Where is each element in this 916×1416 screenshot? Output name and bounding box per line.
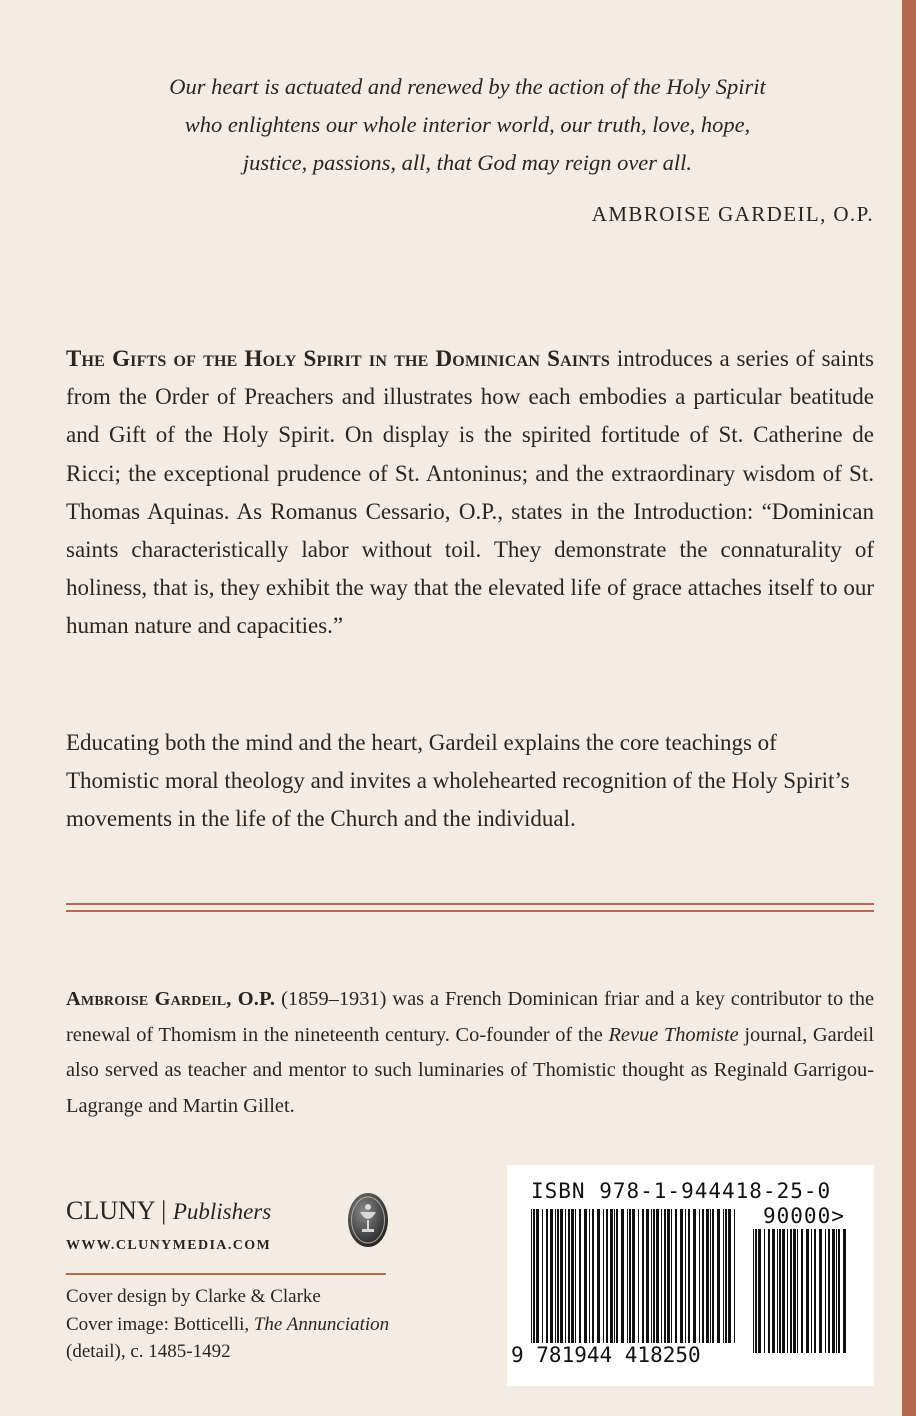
isbn-text: ISBN 978-1-944418-25-0 [531, 1179, 832, 1203]
barcode-bar [542, 1209, 543, 1343]
barcode-bar [531, 1209, 532, 1359]
barcode-bar [606, 1209, 608, 1343]
barcode-bar [801, 1229, 803, 1353]
barcode-bar [838, 1229, 840, 1353]
credits-rule [66, 1273, 386, 1275]
barcode-box [507, 1165, 874, 1386]
bio-text-end: journal, Gardeil also served as teacher and mentor to such luminaries of Thomistic thought as Reginald Garrigou-Lagrange and Martin Gillet. [66, 1023, 875, 1117]
divider-rule-bottom [66, 910, 874, 912]
barcode-bar [702, 1209, 704, 1343]
divider-rule-top [66, 903, 874, 905]
publisher-url[interactable]: WWW.CLUNYMEDIA.COM [66, 1238, 272, 1253]
barcode-bar [579, 1209, 581, 1343]
credit-image [66, 1311, 466, 1339]
barcode-bar [667, 1209, 670, 1343]
description-paragraph-1 [66, 340, 874, 646]
author-name: Ambroise Gardeil, O.P. [66, 988, 276, 1010]
chalice-seal-icon [347, 1192, 389, 1248]
barcode-bar [642, 1209, 644, 1359]
publisher-name [66, 1196, 271, 1226]
barcode-bar [610, 1209, 613, 1343]
barcode-bar [597, 1209, 600, 1343]
spine-edge [902, 0, 916, 1416]
barcode-bar [671, 1209, 672, 1343]
barcode-bar [661, 1209, 662, 1343]
barcode-bar [755, 1229, 757, 1353]
epigraph-line: who enlightens our whole interior world, our truth, love, hope, [184, 112, 751, 137]
barcode-bar [782, 1229, 785, 1353]
addon-price-code: 90000> [763, 1204, 845, 1228]
barcode-bar [616, 1209, 618, 1343]
barcode-bar [787, 1229, 788, 1353]
barcode-bar [758, 1229, 761, 1353]
epigraph-line: Our heart is actuated and renewed by the action of the Holy Spirit [169, 74, 766, 99]
barcode-bar [550, 1209, 553, 1343]
barcode-bar [843, 1229, 846, 1353]
barcode-bar [592, 1209, 594, 1343]
barcode-bar [627, 1209, 628, 1343]
barcode-bar [557, 1209, 559, 1343]
barcode-bar [793, 1229, 796, 1353]
description-paragraph-2: Educating both the mind and the heart, Gardeil explains the core teachings of Thomistic moral theology and invites a wholehearted recognition of the Holy Spirit’s movements in the life of the Church and the individual. [66, 730, 850, 832]
barcode-bar [772, 1229, 775, 1353]
barcode-bar [825, 1229, 826, 1353]
barcode-bar [723, 1209, 724, 1343]
barcode-bar [725, 1209, 727, 1343]
barcode-bar [836, 1229, 837, 1353]
barcode-bar [832, 1229, 835, 1353]
barcode-bar [717, 1209, 720, 1343]
barcode-bar [651, 1209, 652, 1343]
barcode-bar [555, 1209, 556, 1343]
description-text: introduces a series of saints from the Order of Preachers and illustrates how each embodies a particular beatitude and Gift of the Holy Spirit. On display is the spirited fortitude of St. Catherine de Ricci; the exceptional prudence of St. Antoninus; and the extraordinary wisdom of St. Thomas Aquinas. As Romanus Cessario, O.P., states in the Introduction: “Dominican saints characteristically labor without toil. They demonstrate the connaturality of holiness, that is, they exhibit the way that the elevated life of grace attaches itself to our human nature and capacities.” [66, 346, 874, 639]
cover-credits [66, 1283, 466, 1366]
barcode-bar [614, 1209, 615, 1343]
barcode-bar [656, 1209, 659, 1343]
epigraph-attribution: AMBROISE GARDEIL, O.P. [591, 202, 874, 226]
barcode-bar [699, 1209, 700, 1343]
barcode-bar [710, 1209, 711, 1343]
barcode-bar [568, 1209, 570, 1343]
barcode-bar [533, 1209, 535, 1359]
barcode-bar [797, 1229, 798, 1353]
barcode-bar [584, 1209, 587, 1343]
bio-text: (1859–1931) was a French Dominican friar and a key contributor to the renewal of Thomism in the nineteenth century. Co-founder of the [66, 988, 874, 1046]
barcode-bar [675, 1209, 677, 1343]
barcode-bar [811, 1229, 812, 1353]
barcode-bar [828, 1229, 830, 1353]
barcode-bar [653, 1209, 655, 1343]
barcode-bar [560, 1209, 563, 1343]
barcode-bar [536, 1209, 539, 1343]
barcode-bar [638, 1209, 639, 1343]
epigraph [90, 68, 845, 182]
barcode-bar [779, 1229, 781, 1353]
barcode-bar [632, 1209, 635, 1343]
book-title: The Gifts of the Holy Spirit in the Dominican Saints [66, 346, 611, 371]
barcode-bar [764, 1229, 765, 1353]
publisher-label: Publishers [172, 1199, 272, 1224]
barcode-bar [571, 1209, 574, 1343]
credit-image-detail: (detail), c. 1485-1492 [66, 1341, 231, 1362]
barcode-bar [768, 1229, 770, 1353]
publisher-brand: CLUNY [66, 1196, 155, 1225]
credit-image-prefix: Cover image: Botticelli, [66, 1313, 254, 1335]
barcode-bar [753, 1229, 754, 1353]
barcode-bar [712, 1209, 714, 1343]
barcode-bar [680, 1209, 683, 1343]
ean-barcode [531, 1209, 739, 1359]
barcode-bar [646, 1209, 649, 1359]
barcode-bar [565, 1209, 566, 1343]
barcode-bar [621, 1209, 624, 1343]
barcode-bar [685, 1209, 686, 1343]
barcode-bar [706, 1209, 709, 1343]
barcode-bar [629, 1209, 631, 1343]
epigraph-line: justice, passions, all, that God may reign over all. [242, 150, 693, 175]
ean-digits: 9 781944 418250 [511, 1343, 701, 1367]
barcode-bar [688, 1209, 690, 1343]
addon-barcode [753, 1229, 851, 1369]
credit-image-title: The Annunciation [253, 1313, 390, 1335]
barcode-bar [603, 1209, 604, 1343]
barcode-bar [777, 1229, 778, 1353]
barcode-bar [806, 1229, 809, 1353]
barcode-bar [734, 1209, 735, 1343]
barcode-bar [819, 1229, 822, 1353]
barcode-bar [589, 1209, 590, 1343]
barcode-bar [664, 1209, 666, 1343]
credit-design: Cover design by Clarke & Clarke [66, 1286, 321, 1307]
publisher-separator: | [161, 1196, 167, 1225]
author-bio [66, 982, 874, 1124]
journal-title: Revue Thomiste [608, 1023, 739, 1046]
barcode-bar [728, 1209, 731, 1343]
barcode-bar [693, 1209, 696, 1343]
barcode-bar [546, 1209, 548, 1343]
barcode-bar [790, 1229, 792, 1353]
barcode-bar [814, 1229, 816, 1353]
barcode-bar [575, 1209, 576, 1343]
